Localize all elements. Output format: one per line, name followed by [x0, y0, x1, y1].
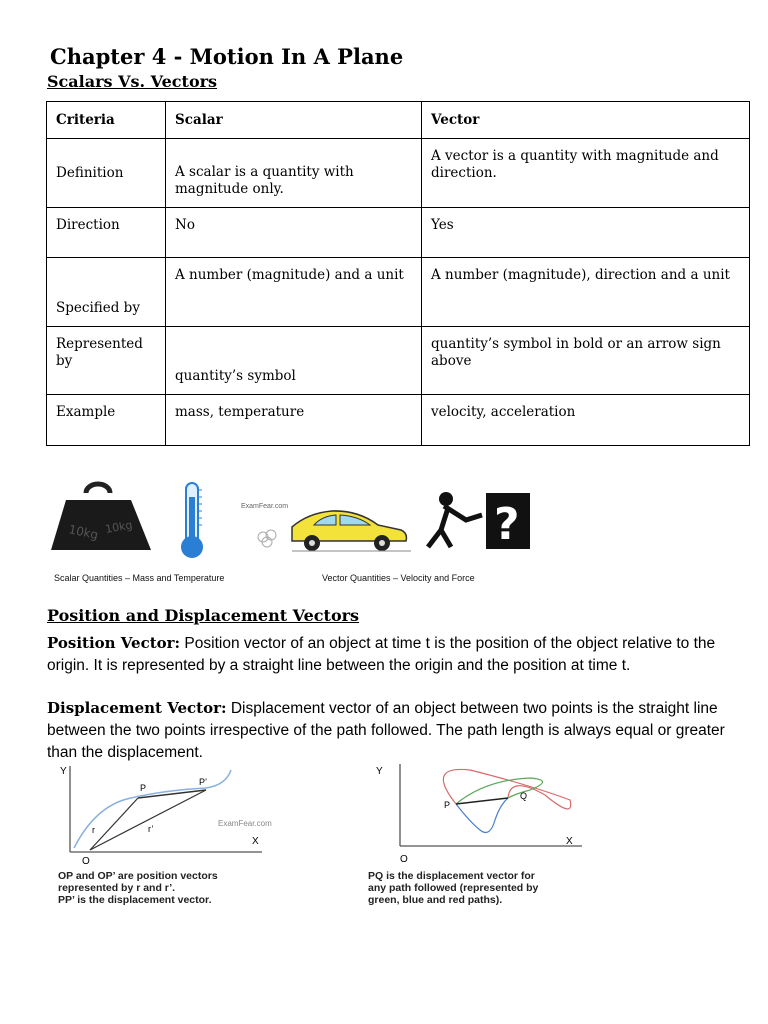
cell-scalar: quantity’s symbol	[166, 327, 422, 395]
table-header-row	[47, 102, 750, 139]
cell-vector: quantity’s symbol in bold or an arrow sign above	[422, 327, 750, 395]
displacement-vector-term: Displacement Vector:	[47, 698, 227, 717]
caption-line: PQ is the displacement vector for	[368, 870, 535, 882]
r-label: r	[92, 825, 95, 835]
caption-line: any path followed (represented by	[368, 882, 539, 894]
weight-label: 10kg	[104, 518, 134, 536]
header-vector: Vector	[422, 102, 750, 139]
caption-line: OP and OP’ are position vectors	[58, 870, 218, 882]
cell-criteria: Represented by	[47, 327, 166, 395]
caption-line: represented by r and r’.	[58, 882, 176, 894]
point-p-prime-label: P’	[199, 777, 208, 787]
illustration-watermark: ExamFear.com	[241, 503, 289, 510]
cell-criteria: Specified by	[47, 258, 166, 327]
table-row	[47, 139, 750, 208]
vector-r-prime	[90, 790, 206, 850]
point-q-label: Q	[520, 791, 528, 801]
table-row	[47, 395, 750, 446]
weight-icon	[51, 484, 151, 550]
cell-vector: A number (magnitude), direction and a unit	[422, 258, 750, 327]
vector-r	[90, 798, 138, 850]
position-displacement-heading: Position and Displacement Vectors	[47, 606, 360, 625]
displacement-vector-text: Displacement vector of an object between two points is the straight line between the two points irrespective of the path followed. The path length is always equal or greater than the displacement.	[47, 699, 725, 761]
origin-label: O	[82, 856, 90, 867]
thermometer-icon	[181, 483, 203, 558]
cell-vector: Yes	[422, 208, 750, 258]
r-prime-label: r’	[148, 824, 154, 834]
y-axis-label: Y	[60, 766, 67, 777]
cell-vector: velocity, acceleration	[422, 395, 750, 446]
position-vector-paragraph	[47, 632, 737, 677]
scalar-caption: Scalar Quantities – Mass and Temperature	[54, 573, 225, 583]
quantities-illustration	[46, 475, 546, 590]
vector-caption: Vector Quantities – Velocity and Force	[322, 573, 475, 583]
table-row	[47, 258, 750, 327]
position-vector-term: Position Vector:	[47, 633, 181, 652]
caption-line: PP’ is the displacement vector.	[58, 894, 212, 906]
force-icon	[428, 492, 530, 550]
cell-vector: A vector is a quantity with magnitude and direction.	[422, 139, 750, 208]
point-p-label: P	[140, 783, 147, 793]
graph-watermark: ExamFear.com	[218, 819, 272, 828]
position-vector-graph	[56, 760, 316, 872]
header-criteria: Criteria	[47, 102, 166, 139]
car-icon	[241, 503, 411, 551]
cell-criteria: Direction	[47, 208, 166, 258]
position-vector-text: Position vector of an object at time t is the position of the object relative to the origin. It is represented by a straight line between the origin and the position at time t.	[47, 634, 716, 674]
point-p-label: P	[444, 800, 451, 810]
cell-criteria: Example	[47, 395, 166, 446]
cell-scalar: mass, temperature	[166, 395, 422, 446]
scalar-vector-table	[46, 101, 750, 446]
cell-scalar: A number (magnitude) and a unit	[166, 258, 422, 327]
table-row	[47, 327, 750, 395]
displacement-vector-paragraph	[47, 697, 737, 764]
section-heading: Scalars Vs. Vectors	[47, 72, 218, 91]
caption-line: green, blue and red paths).	[368, 894, 503, 906]
header-scalar: Scalar	[166, 102, 422, 139]
vector-pq	[456, 798, 508, 804]
weight-label: 10kg	[67, 522, 100, 543]
illustration-svg	[46, 475, 546, 565]
origin-label: O	[400, 854, 408, 865]
cell-scalar: A scalar is a quantity with magnitude only.	[166, 139, 422, 208]
green-path	[456, 778, 543, 804]
y-axis-label: Y	[376, 766, 383, 777]
displacement-vector-graph	[370, 760, 590, 872]
table-row	[47, 208, 750, 258]
cell-criteria: Definition	[47, 139, 166, 208]
x-axis-label: X	[566, 836, 573, 847]
left-graph-caption	[58, 870, 218, 906]
question-mark: ?	[494, 499, 520, 550]
x-axis-label: X	[252, 836, 259, 847]
cell-scalar: No	[166, 208, 422, 258]
chapter-title: Chapter 4 - Motion In A Plane	[50, 44, 404, 69]
right-graph-caption	[368, 870, 538, 906]
